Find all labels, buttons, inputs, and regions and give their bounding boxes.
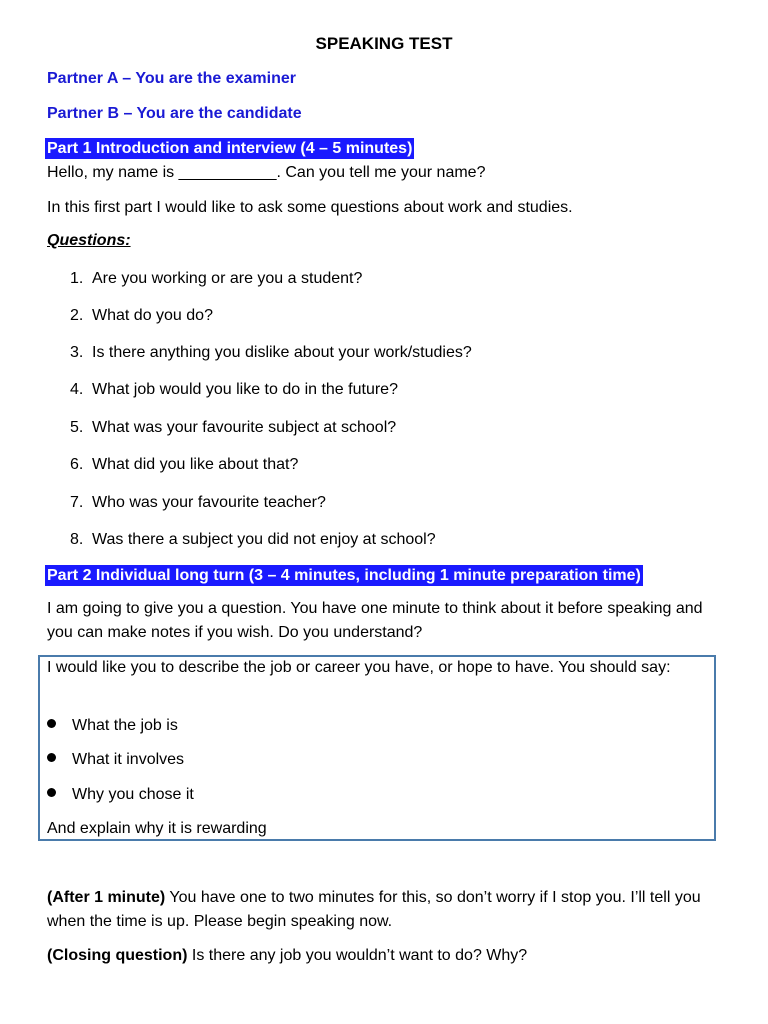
task-bullet [47, 785, 194, 805]
after-one-minute [47, 886, 727, 934]
bullet-icon [47, 753, 56, 762]
question-text: What was your favourite subject at school? [92, 419, 397, 436]
after-label: (After 1 minute) [47, 889, 166, 906]
partner-b-role: Partner B – You are the candidate [47, 105, 302, 122]
question-item [70, 493, 326, 513]
question-item [70, 343, 472, 363]
task-bullet-text: What the job is [72, 717, 178, 734]
question-number: 5. [70, 419, 84, 436]
question-item [70, 380, 398, 400]
question-item [70, 418, 396, 438]
task-bullet-text: Why you chose it [72, 786, 194, 803]
part1-intro-line2: In this first part I would like to ask some questions about work and studies. [47, 199, 573, 216]
questions-label: Questions: [47, 232, 131, 249]
closing-text: Is there any job you wouldn’t want to do? Why? [187, 947, 528, 964]
closing-question [47, 946, 527, 966]
part1-heading: Part 1 Introduction and interview (4 – 5 minutes) [47, 140, 413, 157]
question-item [70, 269, 362, 289]
question-text: What job would you like to do in the future? [92, 381, 398, 398]
page-title: SPEAKING TEST [315, 34, 453, 53]
task-intro: I would like you to describe the job or career you have, or hope to have. You should say: [47, 659, 671, 676]
closing-label: (Closing question) [47, 947, 188, 964]
question-number: 6. [70, 456, 84, 473]
question-text: What do you do? [92, 307, 213, 324]
task-card [38, 655, 716, 841]
task-bullet [47, 716, 178, 736]
question-item [70, 530, 436, 550]
question-item [70, 455, 298, 475]
question-item [70, 306, 213, 326]
after-text: You have one to two minutes for this, so don’t worry if I stop you. I’ll tell you when the time is up. Please begin speaking now. [47, 889, 701, 930]
part2-instructions: I am going to give you a question. You have one minute to think about it before speaking and you can make notes if you wish. Do you understand? [47, 600, 703, 641]
part2-heading: Part 2 Individual long turn (3 – 4 minutes, including 1 minute preparation time) [47, 567, 641, 584]
partner-a-role: Partner A – You are the examiner [47, 70, 296, 87]
task-bullet [47, 750, 184, 770]
question-text: Who was your favourite teacher? [92, 494, 326, 511]
question-number: 4. [70, 381, 84, 398]
question-number: 2. [70, 307, 84, 324]
part1-intro-line1: Hello, my name is ___________. Can you tell me your name? [47, 164, 486, 181]
task-close: And explain why it is rewarding [47, 820, 267, 837]
bullet-icon [47, 788, 56, 797]
question-text: Was there a subject you did not enjoy at school? [92, 531, 436, 548]
question-text: Is there anything you dislike about your work/studies? [92, 344, 472, 361]
question-text: Are you working or are you a student? [92, 270, 363, 287]
question-number: 8. [70, 531, 84, 548]
bullet-icon [47, 719, 56, 728]
question-text: What did you like about that? [92, 456, 299, 473]
question-number: 1. [70, 270, 84, 287]
task-bullet-text: What it involves [72, 751, 185, 768]
question-number: 7. [70, 494, 84, 511]
question-number: 3. [70, 344, 84, 361]
